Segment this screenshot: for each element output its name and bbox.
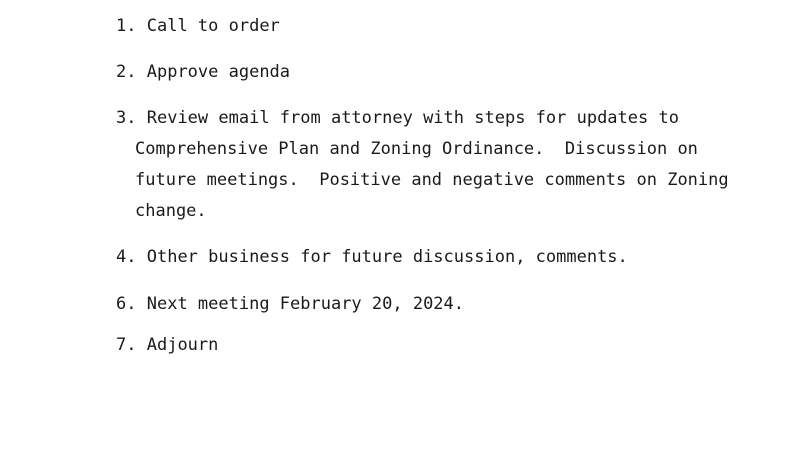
- agenda-item-review-email: [116, 103, 729, 227]
- agenda-item-call-to-order: [116, 11, 280, 42]
- agenda-item-number: 6.: [116, 294, 137, 314]
- agenda-item-number: 3.: [116, 108, 137, 128]
- agenda-item-text: Next meeting February 20, 2024.: [146, 294, 465, 314]
- agenda-item-text-continued: Comprehensive Plan and Zoning Ordinance. Discussion on: [135, 139, 698, 159]
- agenda-item-number: 4.: [116, 247, 137, 267]
- agenda-item-adjourn: [116, 330, 218, 361]
- agenda-item-text: Other business for future discussion, comments.: [146, 247, 628, 267]
- agenda-item-text: Call to order: [146, 16, 280, 36]
- agenda-item-number: 7.: [116, 335, 137, 355]
- agenda-item-text-continued: future meetings. Positive and negative comments on Zoning: [135, 170, 729, 190]
- agenda-item-text: Approve agenda: [146, 62, 291, 82]
- agenda-item-next-meeting: [116, 289, 464, 320]
- agenda-item-text: Review email from attorney with steps for updates to: [146, 108, 679, 128]
- agenda-item-text-continued: change.: [135, 201, 207, 221]
- agenda-item-other-business: [116, 242, 628, 273]
- agenda-item-number: 2.: [116, 62, 137, 82]
- agenda-item-text: Adjourn: [146, 335, 219, 355]
- agenda-item-number: 1.: [116, 16, 137, 36]
- agenda-item-approve-agenda: [116, 57, 290, 88]
